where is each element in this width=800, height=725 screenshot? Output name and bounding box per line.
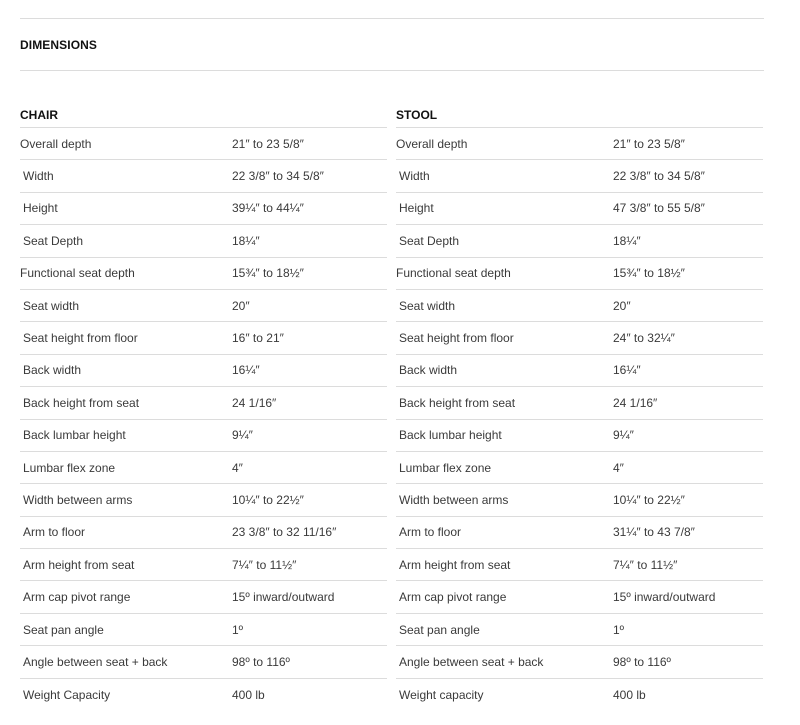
top-divider <box>20 18 764 19</box>
spec-label: Arm height from seat <box>23 557 135 572</box>
spec-label: Overall depth <box>20 136 92 151</box>
chair-spec-row <box>20 484 387 516</box>
stool-spec-row <box>396 581 763 613</box>
chair-spec-row <box>20 258 387 290</box>
stool-heading: STOOL <box>396 98 763 128</box>
spec-label: Seat width <box>399 298 456 313</box>
chair-spec-row <box>20 420 387 452</box>
chair-rows <box>20 128 387 711</box>
spec-label: Arm height from seat <box>399 557 511 572</box>
spec-value: 98º to 116º <box>613 654 671 669</box>
spec-label: Back height from seat <box>23 395 140 410</box>
chair-spec-row <box>20 128 387 160</box>
chair-heading: CHAIR <box>20 98 387 128</box>
section-divider <box>20 70 764 71</box>
stool-spec-row <box>396 614 763 646</box>
stool-spec-row <box>396 322 763 354</box>
spec-label: Arm cap pivot range <box>23 590 131 605</box>
spec-label: Arm cap pivot range <box>399 590 507 605</box>
spec-label: Seat height from floor <box>23 331 138 346</box>
stool-spec-table <box>396 98 763 711</box>
stool-spec-row <box>396 387 763 419</box>
stool-spec-row <box>396 420 763 452</box>
spec-value: 10¼″ to 22½″ <box>613 492 685 507</box>
spec-value: 4″ <box>232 460 243 475</box>
spec-value: 15¾″ to 18½″ <box>232 266 304 281</box>
chair-spec-row <box>20 322 387 354</box>
spec-value: 15º inward/outward <box>232 590 335 605</box>
spec-value: 16″ to 21″ <box>232 331 284 346</box>
stool-spec-row <box>396 679 763 711</box>
spec-label: Arm to floor <box>399 525 462 540</box>
spec-value: 22 3/8″ to 34 5/8″ <box>613 169 705 184</box>
spec-value: 18¼″ <box>232 233 260 248</box>
chair-spec-row <box>20 549 387 581</box>
spec-label: Seat height from floor <box>399 331 514 346</box>
spec-value: 24 1/16″ <box>232 395 277 410</box>
chair-spec-row <box>20 387 387 419</box>
spec-label: Back width <box>399 363 458 378</box>
spec-value: 400 lb <box>232 687 265 702</box>
spec-label: Angle between seat + back <box>23 654 168 669</box>
stool-spec-row <box>396 193 763 225</box>
spec-label: Back height from seat <box>399 395 516 410</box>
spec-value: 39¼″ to 44¼″ <box>232 201 304 216</box>
stool-spec-row <box>396 225 763 257</box>
spec-label: Functional seat depth <box>20 266 135 281</box>
spec-value: 7¼″ to 11½″ <box>232 557 297 572</box>
spec-label: Weight Capacity <box>23 687 111 702</box>
chair-spec-row <box>20 452 387 484</box>
stool-spec-row <box>396 258 763 290</box>
spec-value: 4″ <box>613 460 624 475</box>
spec-label: Seat pan angle <box>23 622 104 637</box>
stool-spec-row <box>396 128 763 160</box>
spec-value: 10¼″ to 22½″ <box>232 492 304 507</box>
spec-value: 18¼″ <box>613 233 641 248</box>
chair-spec-row <box>20 646 387 678</box>
stool-rows <box>396 128 763 711</box>
spec-value: 98º to 116º <box>232 654 290 669</box>
spec-value: 15¾″ to 18½″ <box>613 266 685 281</box>
spec-value: 15º inward/outward <box>613 590 716 605</box>
spec-label: Back lumbar height <box>399 428 502 443</box>
spec-value: 23 3/8″ to 32 11/16″ <box>232 525 337 540</box>
spec-value: 9¼″ <box>232 428 253 443</box>
spec-label: Lumbar flex zone <box>23 460 116 475</box>
chair-spec-row <box>20 679 387 711</box>
section-title: DIMENSIONS <box>20 38 98 52</box>
spec-value: 21″ to 23 5/8″ <box>232 136 304 151</box>
stool-spec-row <box>396 484 763 516</box>
spec-label: Angle between seat + back <box>399 654 544 669</box>
spec-value: 20″ <box>613 298 631 313</box>
stool-spec-row <box>396 160 763 192</box>
spec-value: 24 1/16″ <box>613 395 658 410</box>
spec-label: Weight capacity <box>399 687 484 702</box>
chair-spec-row <box>20 517 387 549</box>
chair-spec-row <box>20 614 387 646</box>
stool-spec-row <box>396 549 763 581</box>
spec-label: Back width <box>23 363 82 378</box>
stool-spec-row <box>396 517 763 549</box>
chair-spec-table <box>20 98 387 711</box>
spec-value: 1º <box>232 622 244 637</box>
spec-label: Seat pan angle <box>399 622 480 637</box>
chair-spec-row <box>20 225 387 257</box>
spec-label: Height <box>23 201 58 216</box>
spec-label: Width <box>23 169 54 184</box>
stool-spec-row <box>396 290 763 322</box>
spec-value: 1º <box>613 622 625 637</box>
chair-spec-row <box>20 160 387 192</box>
spec-label: Width <box>399 169 430 184</box>
spec-value: 16¼″ <box>232 363 260 378</box>
spec-label: Arm to floor <box>23 525 86 540</box>
spec-value: 21″ to 23 5/8″ <box>613 136 685 151</box>
spec-value: 47 3/8″ to 55 5/8″ <box>613 201 705 216</box>
spec-label: Overall depth <box>396 136 468 151</box>
chair-spec-row <box>20 193 387 225</box>
spec-label: Functional seat depth <box>396 266 511 281</box>
stool-spec-row <box>396 646 763 678</box>
spec-value: 31¼″ to 43 7/8″ <box>613 525 695 540</box>
spec-label: Width between arms <box>23 492 133 507</box>
stool-spec-row <box>396 452 763 484</box>
chair-spec-row <box>20 581 387 613</box>
stool-spec-row <box>396 355 763 387</box>
spec-label: Height <box>399 201 434 216</box>
spec-value: 24″ to 32¼″ <box>613 331 675 346</box>
spec-label: Seat Depth <box>23 233 84 248</box>
spec-label: Seat Depth <box>399 233 460 248</box>
spec-label: Back lumbar height <box>23 428 126 443</box>
spec-label: Lumbar flex zone <box>399 460 492 475</box>
spec-label: Width between arms <box>399 492 509 507</box>
spec-value: 400 lb <box>613 687 646 702</box>
spec-value: 7¼″ to 11½″ <box>613 557 678 572</box>
spec-value: 9¼″ <box>613 428 634 443</box>
spec-value: 16¼″ <box>613 363 641 378</box>
spec-value: 20″ <box>232 298 250 313</box>
chair-spec-row <box>20 355 387 387</box>
spec-label: Seat width <box>23 298 80 313</box>
spec-value: 22 3/8″ to 34 5/8″ <box>232 169 324 184</box>
chair-spec-row <box>20 290 387 322</box>
